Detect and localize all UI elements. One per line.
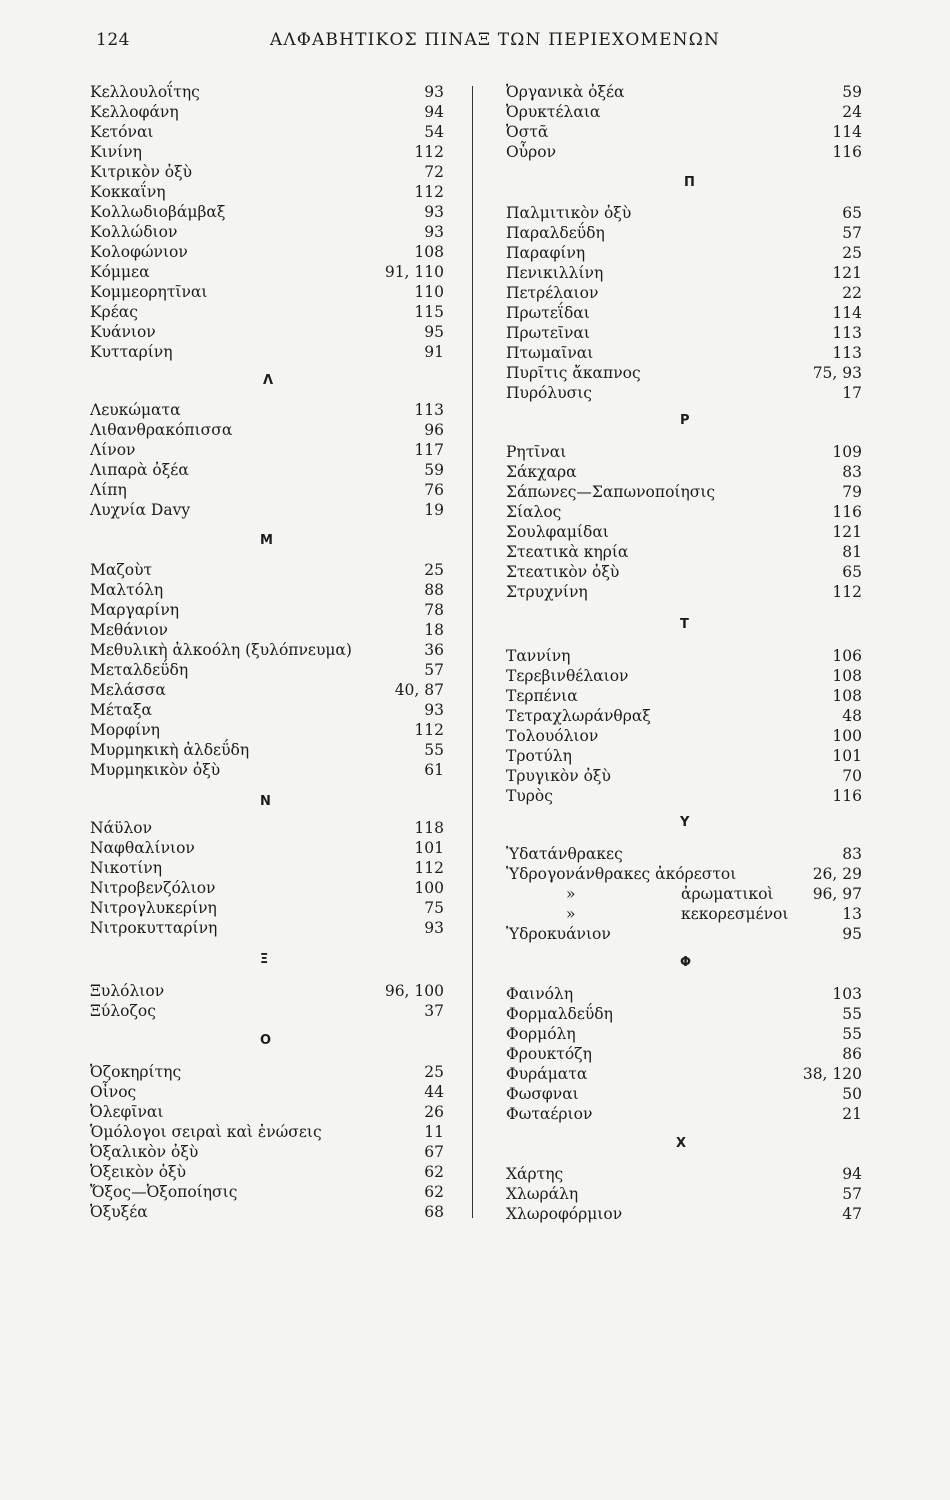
entry-term: Λιθανθρακόπισσα (90, 421, 233, 439)
index-entry (506, 1064, 862, 1084)
entry-pages: 108 (832, 667, 862, 685)
entry-term: Τροτύλη (506, 747, 572, 765)
entry-term: Ὀζοκηρίτης (90, 1063, 182, 1081)
entry-pages: 113 (832, 324, 862, 342)
entry-pages: 81 (842, 543, 862, 561)
entry-term: Κελλουλοΐτης (90, 83, 200, 101)
entry-term: Μυρμηκικὴ ἀλδεΰδη (90, 741, 250, 759)
entry-term: Λυχνία Davy (90, 501, 191, 519)
entry-term: Λίπη (90, 481, 127, 499)
entry-pages: 93 (424, 701, 444, 719)
entry-pages: 96, 100 (384, 982, 444, 1000)
entry-term: Τερπένια (506, 687, 578, 705)
entry-pages: 118 (414, 819, 444, 837)
section-letter: Λ (263, 373, 274, 388)
entry-term: Φυράματα (506, 1065, 588, 1083)
index-entry (506, 522, 862, 542)
entry-pages: 47 (842, 1205, 862, 1223)
index-entry (506, 706, 862, 726)
index-entry (506, 363, 862, 383)
entry-pages: 88 (424, 581, 444, 599)
entry-term: Χάρτης (506, 1165, 564, 1183)
section-letter: Φ (680, 955, 692, 970)
entry-pages: 100 (832, 727, 862, 745)
entry-pages: 83 (842, 463, 862, 481)
index-entry (506, 343, 862, 363)
entry-pages: 112 (832, 583, 862, 601)
section-letter: Ξ (260, 952, 269, 967)
entry-term: Παλμιτικὸν ὀξὺ (506, 204, 632, 222)
entry-pages: 112 (414, 143, 444, 161)
entry-term: Ὑδροκυάνιον (506, 925, 611, 943)
entry-term: Χλωράλη (506, 1185, 579, 1203)
entry-pages: 54 (424, 123, 444, 141)
index-entry (506, 884, 862, 904)
entry-term: Τερεβινθέλαιον (506, 667, 629, 685)
entry-term: Ὀργανικὰ ὀξέα (506, 83, 625, 101)
entry-pages: 75 (424, 899, 444, 917)
entry-pages: 25 (424, 1063, 444, 1081)
index-entry (506, 864, 862, 884)
entry-term: Νάϋλον (90, 819, 153, 837)
entry-term: Σάπωνες—Σαπωνοποίησις (506, 483, 716, 501)
entry-term: Νικοτίνη (90, 859, 163, 877)
entry-term: Μαλτόλη (90, 581, 164, 599)
entry-term: Πτωμαῖναι (506, 344, 594, 362)
entry-pages: 55 (842, 1005, 862, 1023)
section-letter: Ρ (680, 413, 690, 428)
entry-term: ἀρωματικοὶ (681, 885, 774, 903)
index-entry (506, 223, 862, 243)
entry-pages: 50 (842, 1085, 862, 1103)
entry-term: Ὁμόλογοι σειραὶ καὶ ἑνώσεις (90, 1123, 322, 1141)
entry-pages: 103 (832, 985, 862, 1003)
index-entry (506, 984, 862, 1004)
index-entry (506, 646, 862, 666)
entry-pages: 96 (424, 421, 444, 439)
entry-pages: 25 (424, 561, 444, 579)
entry-pages: 21 (842, 1105, 862, 1123)
entry-term: Φρουκτόζη (506, 1045, 592, 1063)
entry-pages: 79 (842, 483, 862, 501)
entry-term: Μέταξα (90, 701, 152, 719)
section-letter: Χ (676, 1136, 687, 1151)
entry-pages: 76 (424, 481, 444, 499)
entry-term: Χλωροφόρμιον (506, 1205, 623, 1223)
ditto-mark: » (566, 885, 576, 903)
entry-pages: 112 (414, 183, 444, 201)
section-letter: Ο (260, 1033, 272, 1048)
entry-term: Νιτρογλυκερίνη (90, 899, 217, 917)
index-entry (506, 562, 862, 582)
entry-term: Φορμαλδεΰδη (506, 1005, 613, 1023)
index-entry (506, 283, 862, 303)
entry-pages: 93 (424, 223, 444, 241)
entry-term: Νιτροκυτταρίνη (90, 919, 218, 937)
index-entry (506, 122, 862, 142)
entry-pages: 121 (832, 264, 862, 282)
entry-pages: 93 (424, 919, 444, 937)
entry-pages: 114 (832, 123, 862, 141)
entry-pages: 68 (424, 1203, 444, 1221)
index-entry (506, 462, 862, 482)
entry-term: Πρωτεΐδαι (506, 304, 590, 322)
index-entry (506, 383, 862, 403)
index-entry (506, 1104, 862, 1124)
entry-term: Κοκκαΐνη (90, 183, 166, 201)
entry-pages: 86 (842, 1045, 862, 1063)
index-entry (506, 82, 862, 102)
entry-term: Ταννίνη (506, 647, 571, 665)
entry-pages: 65 (842, 204, 862, 222)
entry-pages: 113 (832, 344, 862, 362)
entry-pages: 38, 120 (802, 1065, 862, 1083)
entry-pages: 11 (424, 1123, 444, 1141)
entry-term: Λευκώματα (90, 401, 181, 419)
entry-term: Κολλωδιοβάμβαξ (90, 203, 226, 221)
entry-term: Φαινόλη (506, 985, 574, 1003)
entry-pages: 95 (842, 925, 862, 943)
index-entry (506, 844, 862, 864)
entry-pages: 114 (832, 304, 862, 322)
index-entry (506, 263, 862, 283)
running-title: ΑΛΦΑΒΗΤΙΚΟΣ ΠΙΝΑΞ ΤΩΝ ΠΕΡΙΕΧΟΜΕΝΩΝ (269, 30, 721, 50)
index-entry (506, 102, 862, 122)
entry-term: Μορφίνη (90, 721, 160, 739)
entry-pages: 95 (424, 323, 444, 341)
entry-term: Κυάνιον (90, 323, 156, 341)
index-entry (506, 924, 862, 944)
entry-pages: 94 (842, 1165, 862, 1183)
entry-pages: 17 (842, 384, 862, 402)
index-entry (506, 1184, 862, 1204)
entry-pages: 44 (424, 1083, 444, 1101)
entry-term: Ὑδρογονάνθρακες ἀκόρεστοι (506, 865, 737, 883)
entry-term: Ρητῖναι (506, 443, 567, 461)
entry-pages: 37 (424, 1002, 444, 1020)
entry-pages: 19 (424, 501, 444, 519)
entry-term: Παραλδεΰδη (506, 224, 605, 242)
entry-term: Λιπαρὰ ὀξέα (90, 461, 189, 479)
entry-pages: 91 (424, 343, 444, 361)
index-entry (506, 1024, 862, 1044)
entry-pages: 75, 93 (812, 364, 862, 382)
ditto-mark: » (566, 905, 576, 923)
entry-pages: 67 (424, 1143, 444, 1161)
entry-term: Λίνον (90, 441, 136, 459)
entry-pages: 101 (414, 839, 444, 857)
index-entry (506, 1164, 862, 1184)
entry-pages: 55 (842, 1025, 862, 1043)
index-entry (506, 582, 862, 602)
entry-pages: 59 (842, 83, 862, 101)
section-letter: Ν (260, 794, 271, 809)
entry-term: Τετραχλωράνθραξ (506, 707, 651, 725)
entry-term: Φωσφναι (506, 1085, 579, 1103)
index-entry (506, 502, 862, 522)
entry-term: Στεατικὰ κηρία (506, 543, 629, 561)
entry-pages: 59 (424, 461, 444, 479)
index-entry (506, 243, 862, 263)
entry-pages: 48 (842, 707, 862, 725)
entry-term: Μελάσσα (90, 681, 166, 699)
entry-pages: 96, 97 (812, 885, 862, 903)
entry-term: Κόμμεα (90, 263, 150, 281)
index-entry (506, 1044, 862, 1064)
entry-pages: 91, 110 (384, 263, 444, 281)
entry-term: Κρέας (90, 303, 138, 321)
entry-term: Μαζοὺτ (90, 561, 153, 579)
entry-pages: 26, 29 (812, 865, 862, 883)
entry-pages: 40, 87 (394, 681, 444, 699)
entry-term: Ξύλοζος (90, 1002, 156, 1020)
index-entry (506, 904, 862, 924)
entry-term: Ὑδατάνθρακες (506, 845, 623, 863)
entry-pages: 70 (842, 767, 862, 785)
entry-term: Κιτρικὸν ὀξὺ (90, 163, 193, 181)
entry-term: Κομμεορητῖναι (90, 283, 208, 301)
entry-pages: 115 (414, 303, 444, 321)
entry-pages: 72 (424, 163, 444, 181)
entry-term: Τυρὸς (506, 787, 553, 805)
entry-term: Παραφίνη (506, 244, 586, 262)
entry-term: Κυτταρίνη (90, 343, 173, 361)
entry-term: Μεταλδεΰδη (90, 661, 189, 679)
entry-pages: 24 (842, 103, 862, 121)
entry-term: Ὄξος—Ὀξοποίησις (90, 1183, 238, 1201)
entry-pages: 36 (424, 641, 444, 659)
entry-term: Μεθυλικὴ ἀλκοόλη (ξυλόπνευμα) (90, 641, 352, 659)
index-entry (506, 726, 862, 746)
section-letter: Μ (260, 533, 273, 548)
entry-pages: 62 (424, 1183, 444, 1201)
index-entry (506, 786, 862, 806)
index-entry (506, 142, 862, 162)
entry-pages: 94 (424, 103, 444, 121)
entry-pages: 109 (832, 443, 862, 461)
entry-pages: 108 (832, 687, 862, 705)
entry-term: Κινίνη (90, 143, 142, 161)
entry-pages: 93 (424, 83, 444, 101)
index-entry (506, 766, 862, 786)
entry-pages: 18 (424, 621, 444, 639)
entry-pages: 117 (414, 441, 444, 459)
index-entry (506, 482, 862, 502)
entry-term: Ναφθαλίνιον (90, 839, 195, 857)
entry-pages: 65 (842, 563, 862, 581)
entry-term: Μυρμηκικὸν ὀξὺ (90, 761, 221, 779)
entry-pages: 116 (832, 787, 862, 805)
entry-term: Φορμόλη (506, 1025, 576, 1043)
entry-term: Ὀξεικὸν ὀξὺ (90, 1163, 187, 1181)
entry-term: Ξυλόλιον (90, 982, 165, 1000)
entry-pages: 55 (424, 741, 444, 759)
entry-pages: 93 (424, 203, 444, 221)
entry-pages: 57 (842, 224, 862, 242)
entry-pages: 62 (424, 1163, 444, 1181)
index-entry (506, 1004, 862, 1024)
index-entry (506, 686, 862, 706)
entry-pages: 113 (414, 401, 444, 419)
page-number: 124 (96, 30, 130, 50)
entry-term: Μαργαρίνη (90, 601, 180, 619)
entry-pages: 83 (842, 845, 862, 863)
entry-term: Ὀλεφῖναι (90, 1103, 164, 1121)
entry-term: Πετρέλαιον (506, 284, 599, 302)
entry-term: Φωταέριον (506, 1105, 593, 1123)
index-entry (506, 1204, 862, 1224)
entry-pages: 116 (832, 143, 862, 161)
entry-pages: 110 (414, 283, 444, 301)
entry-term: Οἶνος (90, 1083, 137, 1101)
entry-term: Στεατικὸν ὀξὺ (506, 563, 620, 581)
index-entry (506, 442, 862, 462)
entry-pages: 22 (842, 284, 862, 302)
entry-term: Σάκχαρα (506, 463, 577, 481)
entry-pages: 25 (842, 244, 862, 262)
entry-term: Τολουόλιον (506, 727, 599, 745)
entry-pages: 78 (424, 601, 444, 619)
index-entry (506, 746, 862, 766)
entry-pages: 112 (414, 721, 444, 739)
entry-term: Πενικιλλίνη (506, 264, 604, 282)
entry-pages: 116 (832, 503, 862, 521)
index-entry (506, 203, 862, 223)
entry-pages: 100 (414, 879, 444, 897)
entry-term: Ὀρυκτέλαια (506, 103, 601, 121)
entry-term: Μεθάνιον (90, 621, 168, 639)
entry-pages: 57 (424, 661, 444, 679)
section-letter: Υ (680, 815, 690, 830)
section-letter: Π (684, 175, 695, 190)
entry-pages: 61 (424, 761, 444, 779)
entry-term: Πυρόλυσις (506, 384, 592, 402)
entry-term: Πρωτεῖναι (506, 324, 590, 342)
entry-term: Ὀξαλικὸν ὀξὺ (90, 1143, 199, 1161)
entry-term: Στρυχνίνη (506, 583, 588, 601)
entry-pages: 101 (832, 747, 862, 765)
entry-term: Νιτροβενζόλιον (90, 879, 216, 897)
entry-term: Κολλώδιον (90, 223, 178, 241)
entry-term: Κετόναι (90, 123, 154, 141)
entry-term: κεκορεσμένοι (681, 905, 789, 923)
entry-pages: 57 (842, 1185, 862, 1203)
entry-term: Ὀστᾶ (506, 123, 549, 141)
entry-pages: 26 (424, 1103, 444, 1121)
index-entry (506, 303, 862, 323)
entry-term: Ὀξυξέα (90, 1203, 148, 1221)
entry-pages: 121 (832, 523, 862, 541)
index-entry (506, 1084, 862, 1104)
entry-term: Κολοφώνιον (90, 243, 188, 261)
entry-term: Σουλφαμίδαι (506, 523, 609, 541)
entry-term: Κελλοφάνη (90, 103, 179, 121)
entry-term: Τρυγικὸν ὀξὺ (506, 767, 611, 785)
entry-term: Σίαλος (506, 503, 562, 521)
entry-pages: 13 (842, 905, 862, 923)
entry-term: Πυρῖτις ἄκαπνος (506, 364, 641, 382)
index-entry (506, 542, 862, 562)
section-letter: Τ (680, 617, 689, 632)
entry-term: Οὖρον (506, 143, 556, 161)
entry-pages: 112 (414, 859, 444, 877)
index-entry (506, 666, 862, 686)
entry-pages: 106 (832, 647, 862, 665)
entry-pages: 108 (414, 243, 444, 261)
index-entry (506, 323, 862, 343)
